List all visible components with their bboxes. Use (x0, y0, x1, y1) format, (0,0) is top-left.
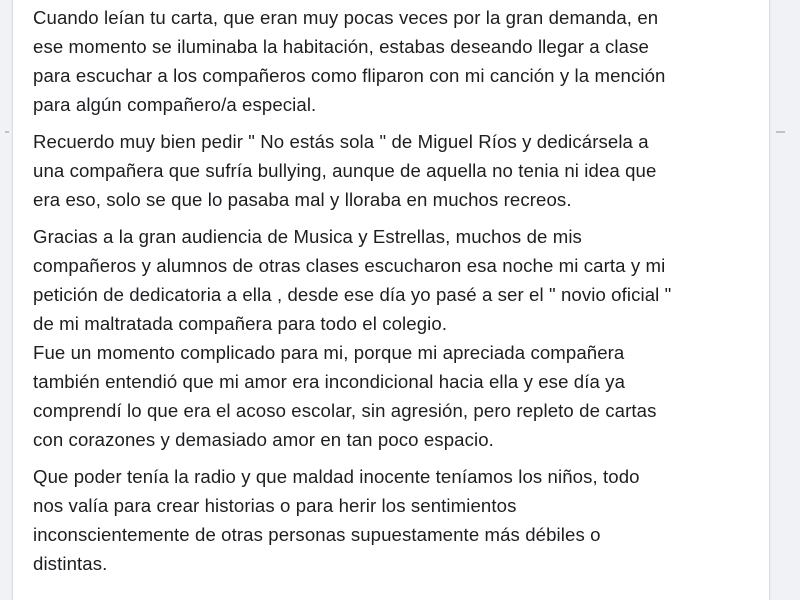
text-line: de mi maltratada compañera para todo el colegio. (33, 313, 448, 334)
text-line: Que poder tenía la radio y que maldad inocente teníamos los niños, todo (33, 466, 640, 487)
text-line: Recuerdo muy bien pedir " No estás sola " de Miguel Ríos y dedicársela a (33, 131, 649, 152)
scroll-edge-mark-right (776, 131, 785, 133)
text-line: distintas. (33, 553, 108, 574)
text-line: inconscientemente de otras personas supuestamente más débiles o (33, 524, 601, 545)
paragraph-5 (33, 462, 758, 578)
text-line: para escuchar a los compañeros como fliparon con mi canción y la mención (33, 65, 666, 86)
text-line: para algún compañero/a especial. (33, 94, 317, 115)
paragraph-3 (33, 127, 758, 214)
text-line: era eso, solo se que lo pasaba mal y lloraba en muchos recreos. (33, 189, 572, 210)
text-line: con corazones y demasiado amor en tan poco espacio. (33, 429, 494, 450)
post-card (12, 0, 770, 600)
text-line: Gracias a la gran audiencia de Musica y Estrellas, muchos de mis (33, 226, 582, 247)
text-line: Cuando leían tu carta, que eran muy pocas veces por la gran demanda, en (33, 7, 659, 28)
post-body-text (33, 0, 758, 578)
text-line: ese momento se iluminaba la habitación, estabas deseando llegar a clase (33, 36, 649, 57)
text-line: petición de dedicatoria a ella , desde ese día yo pasé a ser el " novio oficial " (33, 284, 672, 305)
scroll-edge-mark-left (5, 131, 9, 133)
text-line: Fue un momento complicado para mi, porque mi apreciada compañera (33, 342, 625, 363)
text-line: nos valía para crear historias o para herir los sentimientos (33, 495, 517, 516)
text-line: comprendí lo que era el acoso escolar, sin agresión, pero repleto de cartas (33, 400, 657, 421)
text-line: también entendió que mi amor era incondicional hacia ella y ese día ya (33, 371, 626, 392)
text-line: compañeros y alumnos de otras clases escucharon esa noche mi carta y mi (33, 255, 666, 276)
paragraph-2 (33, 3, 758, 119)
paragraph-4 (33, 222, 758, 454)
text-line: una compañera que sufría bullying, aunque de aquella no tenia ni idea que (33, 160, 657, 181)
